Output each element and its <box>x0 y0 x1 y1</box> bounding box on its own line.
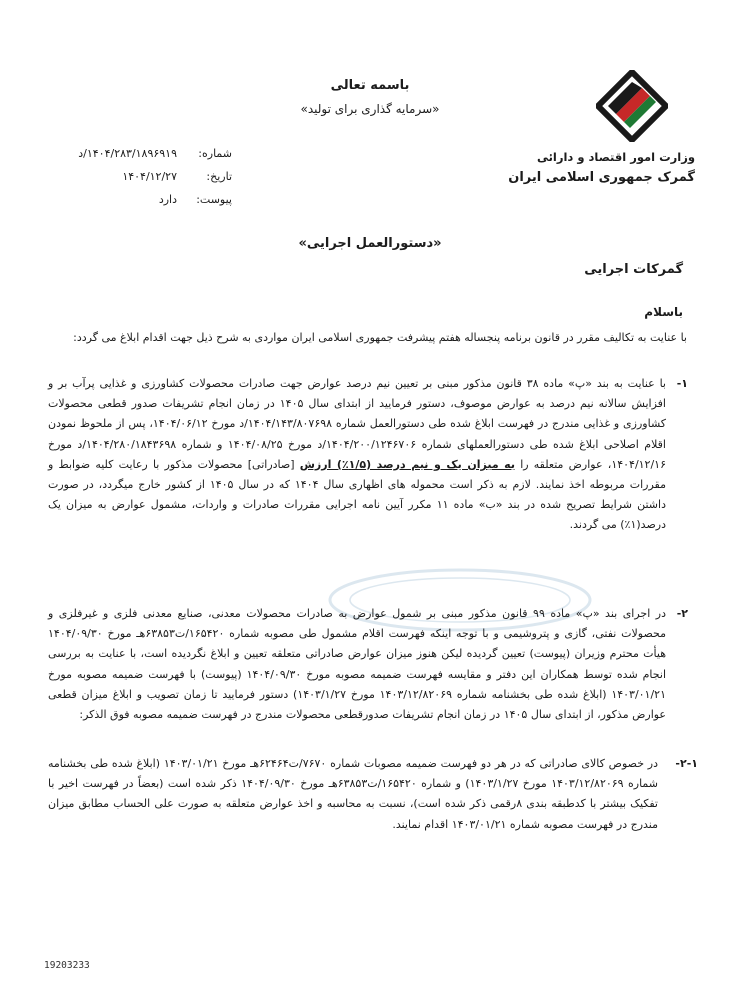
customs-name: گمرک جمهوری اسلامی ایران <box>508 170 695 185</box>
item-1-text-before: با عنایت به بند «پ» ماده ۳۸ قانون مذکور مبنی بر تعیین نیم درصد عوارض جهت صادرات محصولات کشاورزی و غذایی پرآب بر و افزایش سالانه نیم درصد به عوارض موصوف، دستور فرمایید از ابتدای سال ۱۴۰۵ در زمان انجام تشریفات صدور قطعی محصولات کشاورزی و غذایی مندرج در فهرست ابلاغ شده طی دستورالعمل شماره ۱۴۰۴/۱۴۳/۸۰۷۶۹۸/د مورخ ۱۴۰۴/۰۶/۱۲، پس از ملحوظ نمودن اقلام اصلاحی ابلاغ شده طی دستورالعملهای شماره ۱۴۰۴/۲۰۰/۱۲۴۶۷۰۶/د مورخ ۱۴۰۴/۰۸/۲۵ و شماره ۱۴۰۴/۲۸۰/۱۸۴۳۶۹۸/د مورخ ۱۴۰۴/۱۲/۱۶، عوارض متعلقه را <box>48 377 666 471</box>
item-1-emphasis: به میزان یک و نیم درصد (۱/۵٪) ارزش <box>299 457 515 471</box>
document-title: «دستورالعمل اجرایی» <box>298 236 442 251</box>
item-1 <box>48 374 688 536</box>
item-1-text-after: [صادراتی] محصولات مذکور با رعایت کلیه ضوابط و مقررات مربوطه اخذ نمایند. لازم به ذکر است محموله های اظهاری سال ۱۴۰۴ که در سال ۱۴۰۵ از کشور خارج میگردد، در صورت داشتن شرایط تصریح شده در بند «ب» ماده ۱۱ مکرر آیین نامه اجرایی مقررات صادرات و واردات، مشمول عوارض به میزان یک درصد(۱٪) می گردند. <box>48 457 666 532</box>
salutation: باسلام <box>644 305 683 319</box>
customs-logo-icon <box>596 70 668 142</box>
date-label: تاریخ: <box>206 170 232 183</box>
date-value: ۱۴۰۴/۱۲/۲۷ <box>122 170 177 183</box>
attachment-value: دارد <box>158 193 177 206</box>
attachment-label: پیوست: <box>196 193 232 206</box>
item-2-1-number: ۲-۱- <box>675 757 698 770</box>
item-1-number: ۱- <box>676 377 688 390</box>
item-2-1 <box>48 754 698 835</box>
ministry-name: وزارت امور اقتصاد و دارائی <box>536 150 695 164</box>
item-2-number: ۲- <box>676 607 688 620</box>
recipient: گمرکات اجرایی <box>584 262 683 277</box>
footer-code: 19203233 <box>44 960 90 971</box>
number-label: شماره: <box>198 147 232 160</box>
number-value: ۱۴۰۴/۲۸۳/۱۸۹۶۹۱۹/د <box>78 147 177 160</box>
item-2-text: در اجرای بند «پ» ماده ۹۹ قانون مذکور مبنی بر شمول عوارض به صادرات محصولات معدنی، صنایع معدنی فلزی و غیرفلزی و محصولات نفتی، گازی و پتروشیمی و با توجه اینکه فهرست اقلام مشمول طی مصوبه شماره ۱۶۵۴۲۰/ت۶۳۸۵۳هـ مورخ ۱۴۰۴/۰۹/۳۰ هیأت محترم وزیران (پیوست) تعیین گردیده لیکن هنوز میزان عوارض صادراتی متعلقه تعیین و ابلاغ نگردیده است، با عنایت به بررسی انجام شده توسط همکاران این دفتر و مقایسه فهرست ضمیمه مصوبه مورخ ۱۴۰۴/۰۹/۳۰ (پیوست) با فهرست ضمیمه مصوبه مورخ ۱۴۰۳/۰۱/۲۱ (ابلاغ شده طی بخشنامه شماره ۱۴۰۳/۱۲/۸۲۰۶۹ مورخ ۱۴۰۳/۱/۲۷) دستور فرمایید تا زمان تصویب و ابلاغ میزان قطعی عوارض مذکور، از ابتدای سال ۱۴۰۵ در زمان انجام تشریفات صدورقطعی محصولات مندرج در فهرست ضمیمه مصوبه فوق الذکر: <box>48 607 666 722</box>
item-2 <box>48 604 688 725</box>
bismillah-heading: باسمه تعالی <box>330 78 410 93</box>
year-motto: «سرمایه گذاری برای تولید» <box>300 102 440 116</box>
intro-paragraph: با عنایت به تکالیف مقرر در قانون برنامه پنجساله هفتم پیشرفت جمهوری اسلامی ایران مواردی به شرح ذیل جهت اقدام ابلاغ می گردد: <box>73 331 687 344</box>
item-2-1-text: در خصوص کالای صادراتی که در هر دو فهرست ضمیمه مصوبات شماره ۷۶۷۰/ت۶۲۴۶۴هـ مورخ ۱۴۰۳/۰۱/۲۱ (ابلاغ شده طی بخشنامه شماره ۱۴۰۳/۱۲/۸۲۰۶۹ مورخ ۱۴۰۳/۱/۲۷) و شماره ۱۶۵۴۲۰/ت۶۳۸۵۳هـ مورخ ۱۴۰۴/۰۹/۳۰ ذکر شده است (بعضاً در فهرست اخیر با تفکیک بیشتر با کدطبقه بندی ۸رقمی ذکر شده است)، نسبت به محاسبه و اخذ عوارض متعلقه به صورت علی الحساب مطابق میزان مندرج در فهرست مصوبه شماره ۱۴۰۳/۰۱/۲۱ اقدام نمایند. <box>48 757 659 831</box>
